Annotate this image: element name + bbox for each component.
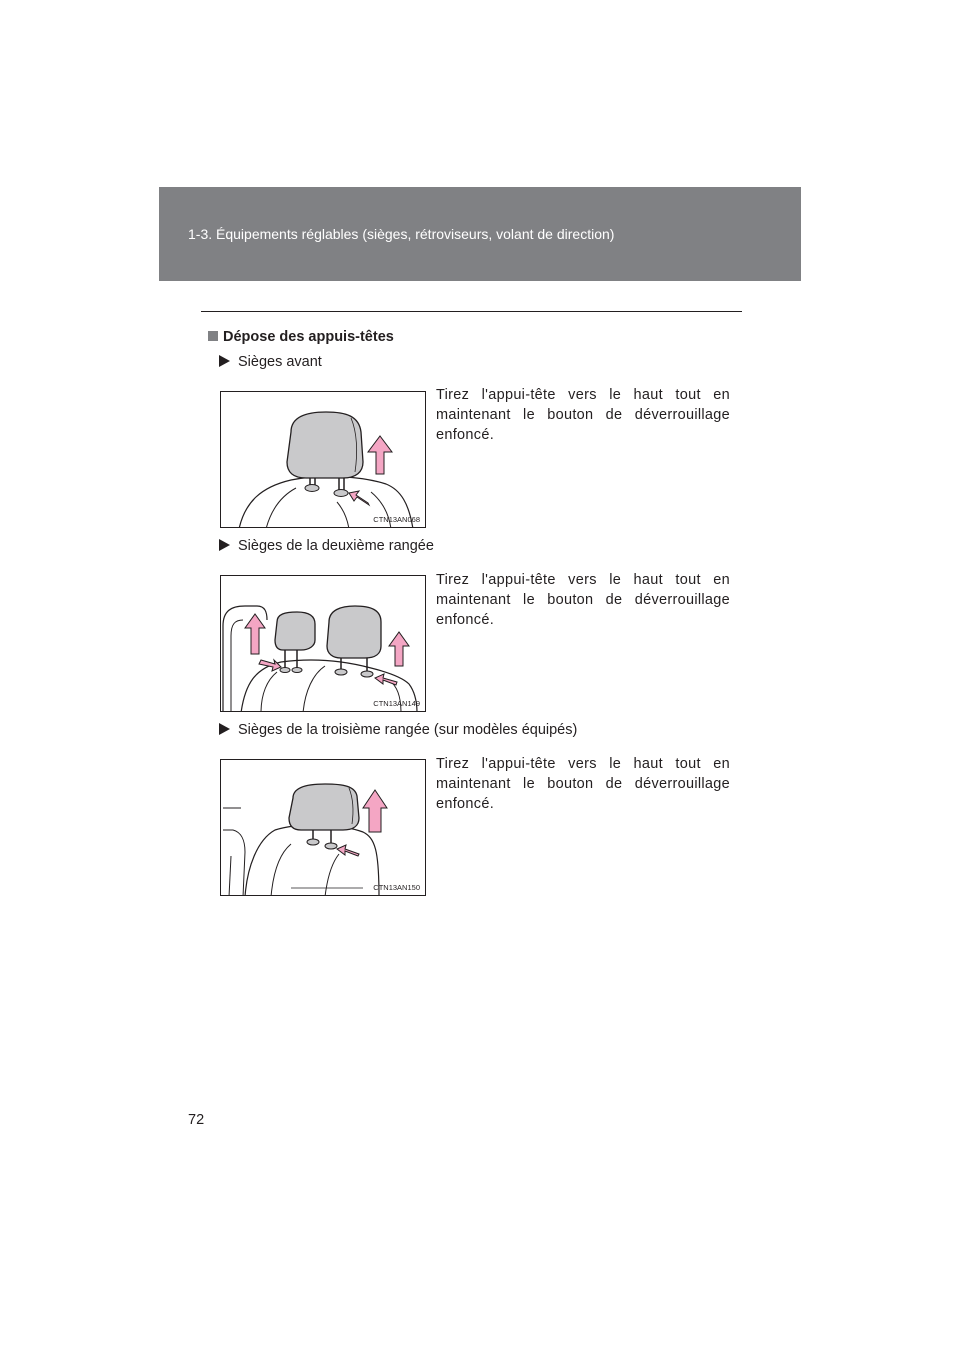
figure-third-row-headrest (220, 759, 426, 896)
item-front-seats-description: Tirez l'appui-tête vers le haut tout en maintenant le bouton de déverrouillage enfoncé. (436, 387, 730, 443)
section-title-text: Dépose des appuis-têtes (223, 329, 394, 345)
triangle-bullet-icon (219, 539, 230, 551)
square-bullet-icon (208, 331, 218, 341)
figure-second-row-headrest (220, 575, 426, 712)
triangle-bullet-icon (219, 355, 230, 367)
third-row-illustration (221, 760, 426, 896)
figure-code: CTN13AN068 (373, 515, 420, 524)
item-third-row-description: Tirez l'appui-tête vers le haut tout en maintenant le bouton de déverrouillage enfoncé. (436, 756, 730, 812)
section-title (208, 329, 394, 345)
item-third-row-label: Sièges de la troisième rangée (sur modèles équipés) (219, 722, 577, 738)
item-front-seats-label: Sièges avant (219, 354, 322, 370)
page-number: 72 (188, 1112, 205, 1128)
front-seat-illustration (221, 392, 426, 528)
figure-code: CTN13AN150 (373, 883, 420, 892)
figure-code: CTN13AN149 (373, 699, 420, 708)
triangle-bullet-icon (219, 723, 230, 735)
header-rule (201, 311, 742, 312)
figure-front-seat-headrest (220, 391, 426, 528)
item-second-row-label: Sièges de la deuxième rangée (219, 538, 434, 554)
chapter-header-title: 1-3. Équipements réglables (sièges, rétroviseurs, volant de direction) (188, 226, 615, 242)
item-second-row-description: Tirez l'appui-tête vers le haut tout en maintenant le bouton de déverrouillage enfoncé. (436, 572, 730, 628)
second-row-illustration (221, 576, 426, 712)
